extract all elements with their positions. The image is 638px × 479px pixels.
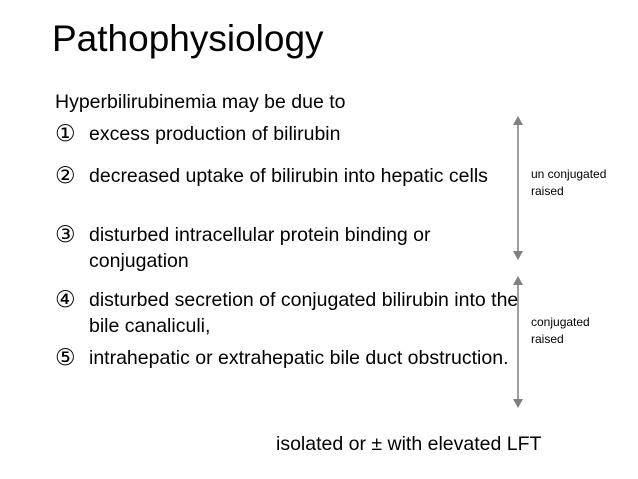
annotation-line: un conjugated — [531, 167, 607, 181]
unconjugated-annotation — [531, 166, 631, 200]
double-arrow-icon — [510, 276, 526, 408]
item-text: disturbed secretion of conjugated bilirubin into the bile canaliculi, — [89, 289, 519, 337]
item-number: ② — [55, 163, 76, 189]
item-text: disturbed intracellular protein binding or conjugation — [89, 224, 431, 272]
annotation-line: raised — [531, 184, 564, 198]
slide-title: Pathophysiology — [52, 18, 324, 59]
item-number: ③ — [55, 222, 76, 248]
footer-note: isolated or ± with elevated LFT — [276, 433, 542, 455]
item-number: ① — [55, 121, 76, 147]
item-text: excess production of bilirubin — [89, 123, 341, 145]
item-number: ④ — [55, 287, 76, 313]
item-number: ⑤ — [55, 345, 76, 371]
item-text: intrahepatic or extrahepatic bile duct obstruction. — [89, 347, 509, 369]
conjugated-annotation — [531, 314, 631, 348]
annotation-line: conjugated — [531, 315, 590, 329]
intro-text: Hyperbilirubinemia may be due to — [55, 91, 346, 113]
item-text: decreased uptake of bilirubin into hepatic cells — [89, 165, 488, 187]
annotation-line: raised — [531, 332, 564, 346]
double-arrow-icon — [510, 116, 526, 260]
